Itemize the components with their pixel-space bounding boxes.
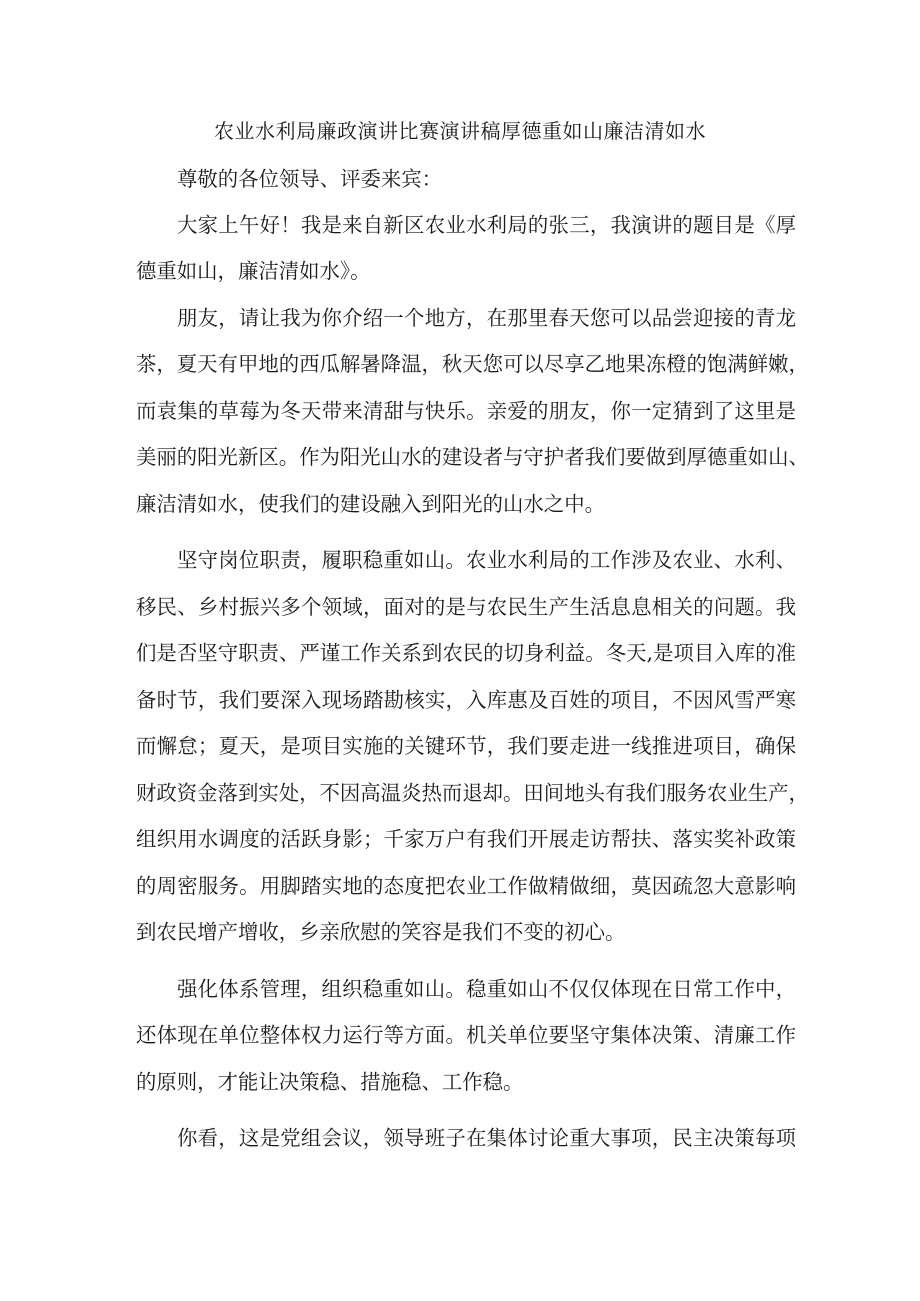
- paragraph-line: 德重如山，廉洁清如水》。: [136, 259, 371, 283]
- paragraph-line: 廉洁清如水，使我们的建设融入到阳光的山水之中。: [136, 492, 605, 516]
- paragraph-line: 移民、乡村振兴多个领域，面对的是与农民生产生活息息相关的问题。我: [136, 595, 796, 619]
- salutation: 尊敬的各位领导、评委来宾：: [177, 167, 443, 191]
- paragraph-line: 财政资金落到实处，不因高温炎热而退却。田间地头有我们服务农业生产，: [136, 781, 809, 805]
- paragraph-line: 朋友，请让我为你介绍一个地方，在那里春天您可以品尝迎接的青龙: [177, 306, 796, 330]
- paragraph-line: 到农民增产增收，乡亲欣慰的笑容是我们不变的初心。: [136, 920, 626, 944]
- paragraph-line: 组织用水调度的活跃身影；千家万户有我们开展走访帮扶、落实奖补政策: [136, 827, 796, 851]
- paragraph-line: 坚守岗位职责，履职稳重如山。农业水利局的工作涉及农业、水利、: [177, 548, 796, 572]
- paragraph-line: 备时节，我们要深入现场踏勘核实，入库惠及百姓的项目，不因风雪严寒: [136, 688, 796, 712]
- document-title: 农业水利局廉政演讲比赛演讲稿厚德重如山廉洁清如水: [214, 119, 706, 143]
- paragraph-line: 而袁集的草莓为冬天带来清甜与快乐。亲爱的朋友，你一定猜到了这里是: [136, 399, 796, 423]
- paragraph-line: 你看，这是党组会议，领导班子在集体讨论重大事项，民主决策每项: [177, 1126, 796, 1150]
- paragraph-line: 强化体系管理，组织稳重如山。稳重如山不仅仅体现在日常工作中，: [177, 977, 796, 1001]
- paragraph-line: 的原则，才能让决策稳、措施稳、工作稳。: [136, 1070, 524, 1094]
- paragraph-line: 的周密服务。用脚踏实地的态度把农业工作做精做细，莫因疏忽大意影响: [136, 874, 796, 898]
- paragraph-line: 还体现在单位整体权力运行等方面。机关单位要坚守集体决策、清廉工作: [136, 1023, 796, 1047]
- paragraph-line: 而懈怠；夏天，是项目实施的关键环节，我们要走进一线推进项目，确保: [136, 734, 796, 758]
- paragraph-line: 美丽的阳光新区。作为阳光山水的建设者与守护者我们要做到厚德重如山、: [136, 445, 809, 469]
- paragraph-line: 大家上午好！我是来自新区农业水利局的张三，我演讲的题目是《厚: [177, 213, 796, 237]
- paragraph-line: 茶，夏天有甲地的西瓜解暑降温，秋天您可以尽享乙地果冻橙的饱满鲜嫩，: [136, 352, 809, 376]
- paragraph-line: 们是否坚守职责、严谨工作关系到农民的切身利益。冬天,是项目入库的准: [136, 641, 796, 665]
